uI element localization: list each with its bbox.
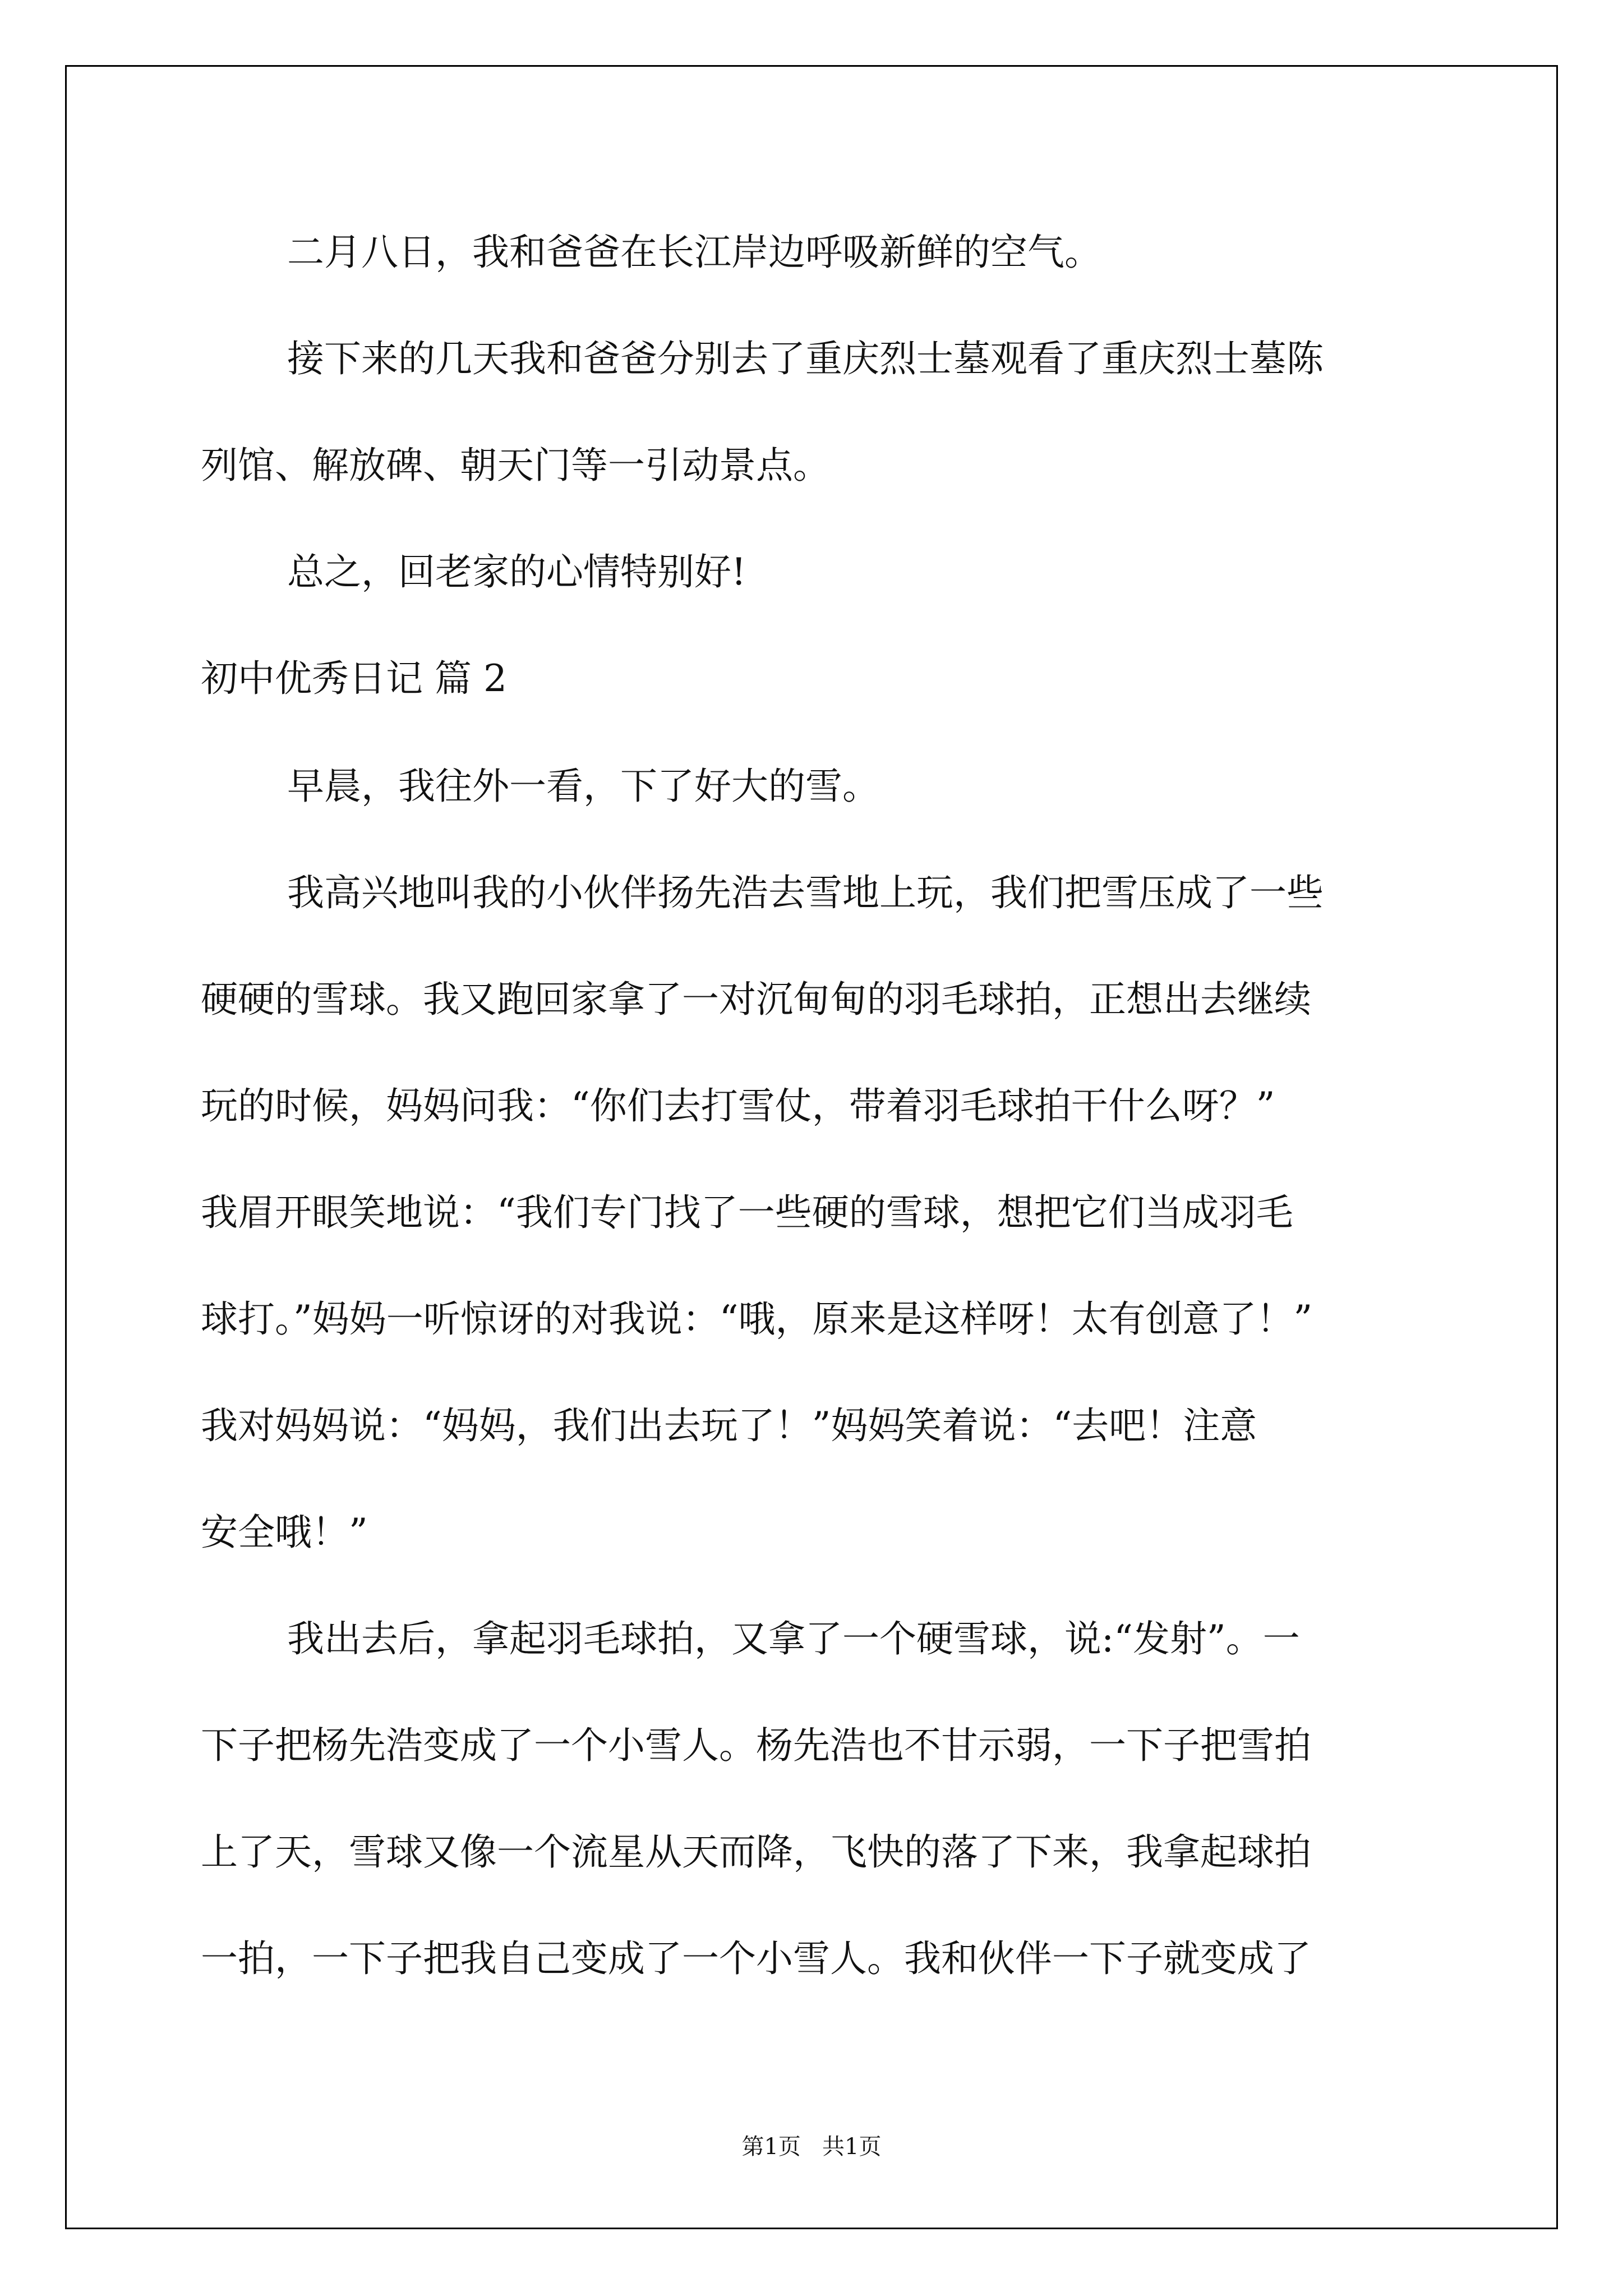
paragraph-line: 接下来的几天我和爸爸分别去了重庆烈士墓观看了重庆烈士墓陈 [287,337,1324,380]
paragraph-line: 我对妈妈说：“妈妈，我们出去玩了！”妈妈笑着说：“去吧！注意 [201,1404,1257,1447]
page-number-footer: 第1页 共1页 [741,2134,882,2160]
section-heading: 初中优秀日记 篇 2 [201,657,507,700]
paragraph-line: 我眉开眼笑地说：“我们专门找了一些硬的雪球，想把它们当成羽毛 [201,1191,1293,1234]
paragraph-line: 我高兴地叫我的小伙伴扬先浩去雪地上玩，我们把雪压成了一些 [287,871,1324,914]
paragraph-line: 下子把杨先浩变成了一个小雪人。杨先浩也不甘示弱，一下子把雪拍 [201,1724,1311,1767]
paragraph-line: 上了天，雪球又像一个流星从天而降，飞快的落了下来，我拿起球拍 [201,1830,1311,1874]
paragraph-line: 列馆、解放碑、朝天门等一引动景点。 [201,444,830,487]
paragraph-line: 球打。”妈妈一听惊讶的对我说：“哦，原来是这样呀！太有创意了！” [201,1297,1313,1341]
paragraph-line: 二月八日，我和爸爸在长江岸边呼吸新鲜的空气。 [287,231,1101,274]
paragraph-line: 早晨，我往外一看，下了好大的雪。 [287,765,879,808]
page-border [65,65,1558,2229]
paragraph-line: 一拍，一下子把我自己变成了一个小雪人。我和伙伴一下子就变成了 [201,1937,1311,1980]
paragraph-line: 总之，回老家的心情特别好! [287,550,746,593]
paragraph-line: 安全哦！” [201,1511,368,1554]
paragraph-line: 我出去后，拿起羽毛球拍，又拿了一个硬雪球，说:“发射”。一 [287,1617,1300,1660]
paragraph-line: 硬硬的雪球。我又跑回家拿了一对沉甸甸的羽毛球拍，正想出去继续 [201,978,1311,1021]
paragraph-line: 玩的时候，妈妈问我：“你们去打雪仗，带着羽毛球拍干什么呀？” [201,1084,1275,1128]
